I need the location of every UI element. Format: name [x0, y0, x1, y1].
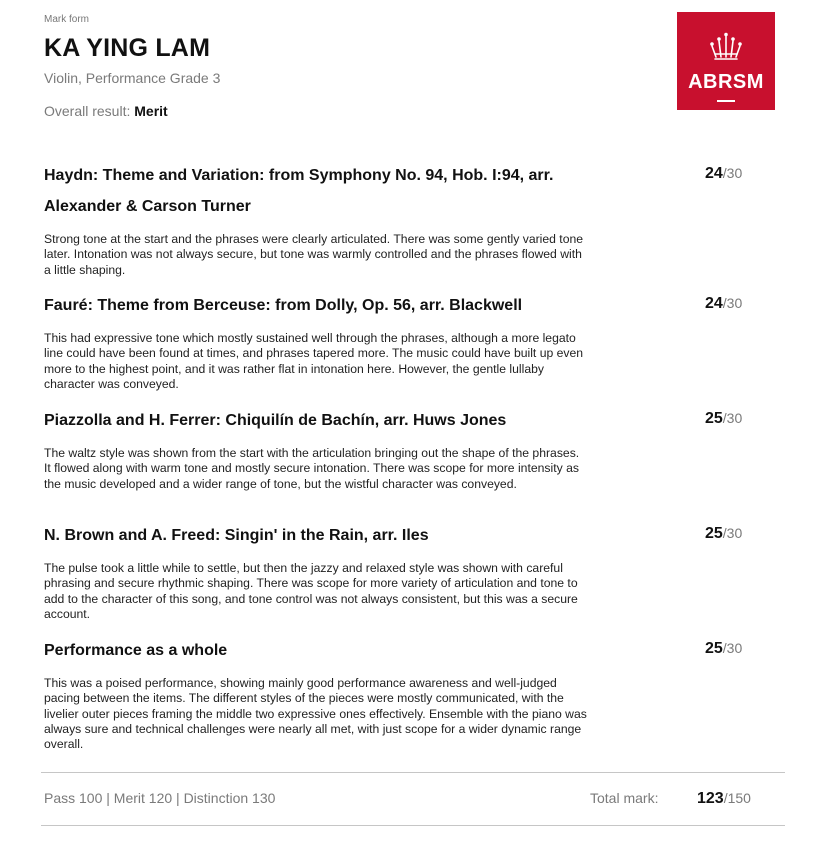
grade-thresholds: Pass 100 | Merit 120 | Distinction 130: [44, 790, 276, 806]
overall-result-label: Overall result:: [44, 103, 131, 119]
piece-title: Fauré: Theme from Berceuse: from Dolly, Op. 56, arr. Blackwell: [44, 297, 523, 314]
piece-title: N. Brown and A. Freed: Singin' in the Rain, arr. Iles: [44, 527, 429, 544]
piece-comment: Strong tone at the start and the phrases were clearly articulated. There was some gently varied tone later. Intonation was not always secure, but tone was warmly controlled and the phrases flowed with a little shaping.: [44, 232, 584, 277]
total-mark: [697, 790, 751, 808]
total-max: /150: [723, 790, 751, 806]
score-max: /30: [722, 525, 743, 541]
piece-score: [705, 640, 742, 658]
score-max: /30: [722, 640, 743, 656]
piece-score: [705, 295, 742, 313]
overall-result: [44, 102, 644, 120]
abrsm-logo: [677, 12, 775, 110]
piece-comment: This was a poised performance, showing mainly good performance awareness and well-judged pacing between the items. The different styles of the pieces were mostly communicated, with the livelier outer pieces framing the middle two expressive ones effectively. Ensemble with the piano was always sure and technical challenges were nearly all met, with just scope for a wider dynamic range overall.: [44, 676, 587, 752]
footer-top-divider: [41, 772, 785, 773]
score-value: 25: [705, 640, 723, 657]
score-max: /30: [722, 165, 743, 181]
logo-text: ABRSM: [688, 71, 764, 93]
piece-comment: This had expressive tone which mostly sustained well through the phrases, although a more legato line could have been found at times, and phrases tapered more. The music could have built up even more to the highest point, and it was rather flat in intonation here. However, the gentle lullaby character was conveyed.: [44, 331, 584, 391]
crown-icon: [709, 32, 743, 62]
footer-bottom-divider: [41, 825, 785, 826]
score-max: /30: [722, 410, 743, 426]
piece-item-3: [44, 405, 789, 492]
score-value: 25: [705, 410, 723, 427]
piece-score: [705, 525, 742, 543]
form-label: Mark form: [44, 14, 89, 25]
piece-comment: The waltz style was shown from the start with the articulation bringing out the shape of the phrases. It flowed along with warm tone and mostly secure intonation. There was scope for more intensity as the music developed and a wider range of tone, but the wistful character was conveyed.: [44, 446, 580, 491]
piece-item-1: [44, 160, 789, 278]
score-value: 24: [705, 165, 723, 182]
piece-title: Performance as a whole: [44, 642, 228, 659]
total-mark-label: Total mark:: [590, 790, 659, 806]
piece-item-2: [44, 290, 789, 392]
score-value: 25: [705, 525, 723, 542]
piece-title: Haydn: Theme and Variation: from Symphony No. 94, Hob. I:94, arr. Alexander & Carson Turner: [44, 167, 554, 215]
piece-title: Piazzolla and H. Ferrer: Chiquilín de Bachín, arr. Huws Jones: [44, 412, 507, 429]
piece-score: [705, 165, 742, 183]
candidate-name: KA YING LAM: [44, 34, 211, 62]
performance-whole-item: [44, 635, 789, 752]
total-score: 123: [697, 790, 724, 807]
candidate-header: [44, 14, 644, 120]
score-value: 24: [705, 295, 723, 312]
piece-item-4: [44, 520, 789, 622]
piece-score: [705, 410, 742, 428]
score-max: /30: [722, 295, 743, 311]
exam-subtitle: Violin, Performance Grade 3: [44, 70, 221, 86]
logo-underline: [717, 100, 735, 102]
overall-result-value: Merit: [134, 103, 168, 119]
piece-comment: The pulse took a little while to settle, but then the jazzy and relaxed style was shown with careful phrasing and secure rhythmic shaping. There was scope for more variety of articulation and tone to add to the character of this song, and tone control was not always consistent, but this was a secure account.: [44, 561, 578, 621]
